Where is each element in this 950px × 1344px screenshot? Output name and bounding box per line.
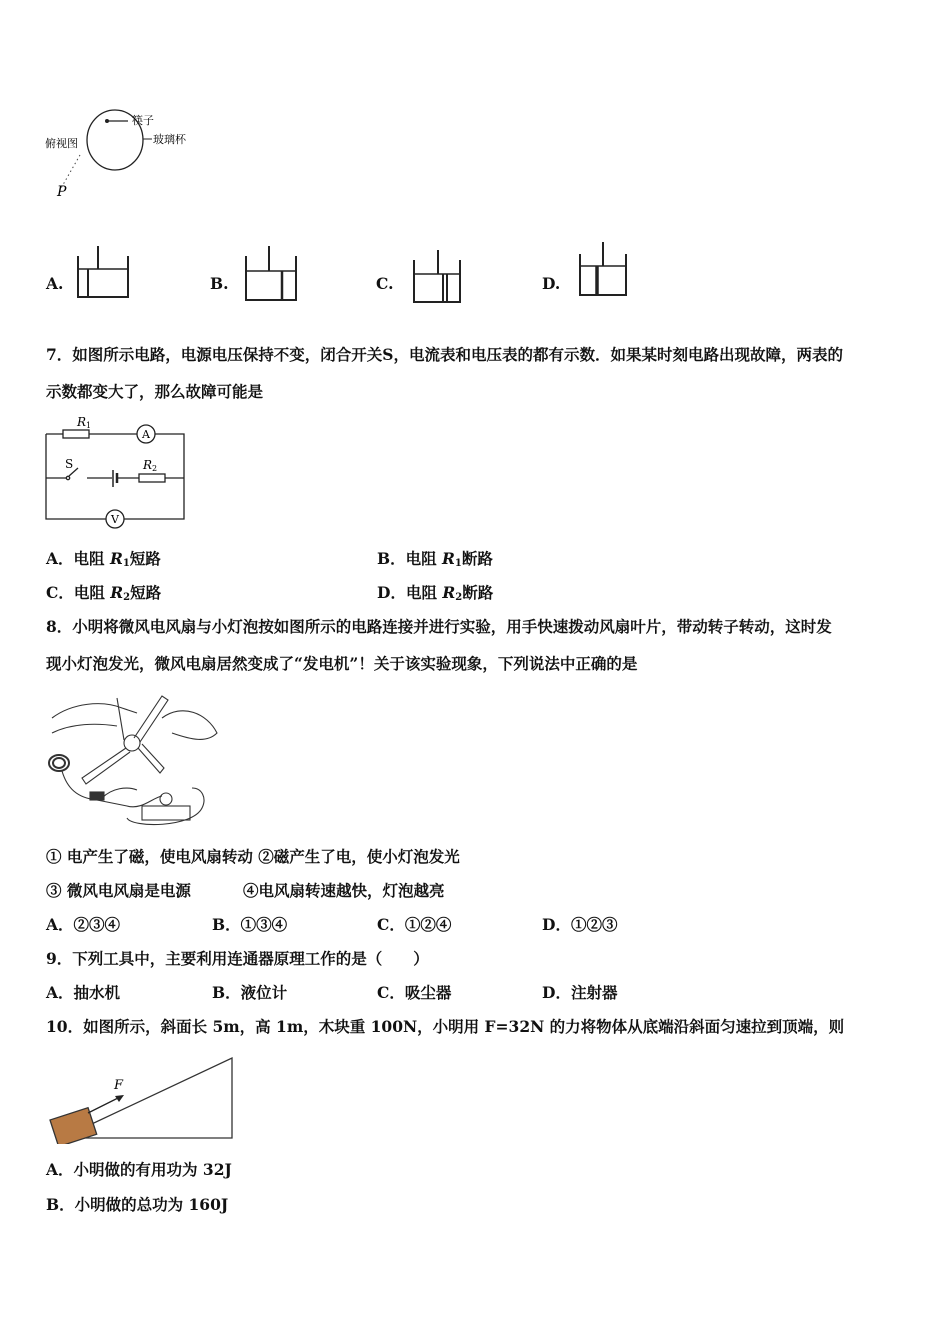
q9-option-a: A．抽水机	[46, 983, 121, 1002]
glass-label: 玻璃杯	[153, 133, 186, 146]
q9-option-d: D．注射器	[542, 983, 618, 1002]
q8-option-c: C．①②④	[377, 915, 452, 934]
q7-option-d	[377, 583, 493, 608]
option-text: D．电阻	[377, 583, 443, 602]
q7-option-c	[46, 583, 161, 608]
glass-top-view-figure	[40, 100, 220, 205]
switch-label: S	[65, 457, 74, 471]
option-b-glass-icon	[242, 242, 302, 304]
fan-generator-illustration	[42, 688, 222, 833]
q9-question: 9．下列工具中，主要利用连通器原理工作的是（ ）	[46, 949, 429, 968]
q10-question: 10．如图所示，斜面长 5m，高 1m，木块重 100N，小明用 F=32N 的力将物体从底端沿斜面匀速拉到顶端，则	[46, 1017, 845, 1036]
q7-circuit-diagram	[40, 410, 190, 530]
q8-option-b: B．①③④	[212, 915, 288, 934]
option-var: R	[442, 549, 455, 568]
option-text: B．电阻	[377, 549, 442, 568]
q8-text-line2: 现小灯泡发光，微风电扇居然变成了“发电机”！关于该实验现象，下列说法中正确的是	[46, 654, 638, 673]
q8-statement-4: ④电风扇转速越快，灯泡越亮	[243, 881, 445, 900]
q7-text-line1: 7．如图所示电路，电源电压保持不变，闭合开关S，电流表和电压表的都有示数．如果某时刻电路出现故障，两表的	[46, 345, 843, 364]
q10-option-b: B．小明做的总功为 160J	[46, 1195, 229, 1214]
r2-label: R2	[143, 458, 158, 473]
option-var: R	[109, 549, 123, 568]
option-text: A．电阻	[46, 549, 110, 568]
q7-option-a	[46, 549, 161, 574]
q8-text-line1: 8．小明将微风电风扇与小灯泡按如图所示的电路连接并进行实验，用手快速拨动风扇叶片，带动转子转动，这时发	[46, 617, 832, 636]
option-var: R	[442, 583, 456, 602]
q6-option-a: A.	[46, 274, 64, 293]
option-a-glass-icon	[74, 242, 134, 302]
q6-option-c: C.	[376, 274, 394, 293]
voltmeter-label: V	[111, 513, 119, 526]
option-text: 断路	[461, 549, 493, 568]
option-text: 短路	[130, 583, 162, 602]
option-sub: 2	[455, 592, 463, 603]
option-text: 断路	[462, 583, 494, 602]
option-text: 短路	[129, 549, 161, 568]
q7-option-b	[377, 549, 493, 574]
q9-option-b: B．液位计	[212, 983, 288, 1002]
q8-statement-3: ③ 微风电风扇是电源	[46, 881, 191, 900]
q9-option-c: C．吸尘器	[377, 983, 452, 1002]
point-p-label: P	[57, 184, 67, 200]
option-sub: 1	[122, 558, 130, 569]
option-c-glass-icon	[410, 246, 472, 308]
q6-option-b: B.	[210, 274, 229, 293]
q7-text-line2: 示数都变大了，那么故障可能是	[46, 382, 264, 401]
option-var: R	[110, 583, 124, 602]
chopsticks-label: 筷子	[132, 114, 154, 127]
top-view-label: 俯视图	[45, 137, 78, 150]
option-text: C．电阻	[46, 583, 111, 602]
q6-option-d: D.	[542, 274, 561, 293]
q8-option-d: D．①②③	[542, 915, 618, 934]
option-sub: 2	[123, 592, 131, 603]
q10-option-a: A．小明做的有用功为 32J	[46, 1160, 232, 1179]
ammeter-label: A	[142, 428, 150, 441]
option-sub: 1	[454, 558, 462, 569]
q8-option-a: A．②③④	[46, 915, 121, 934]
r1-label: R1	[77, 415, 92, 430]
force-label: F	[114, 1078, 124, 1093]
option-d-glass-icon	[576, 238, 632, 302]
q8-statements-1-2: ① 电产生了磁，使电风扇转动 ②磁产生了电，使小灯泡发光	[46, 847, 460, 866]
incline-figure	[44, 1054, 239, 1144]
